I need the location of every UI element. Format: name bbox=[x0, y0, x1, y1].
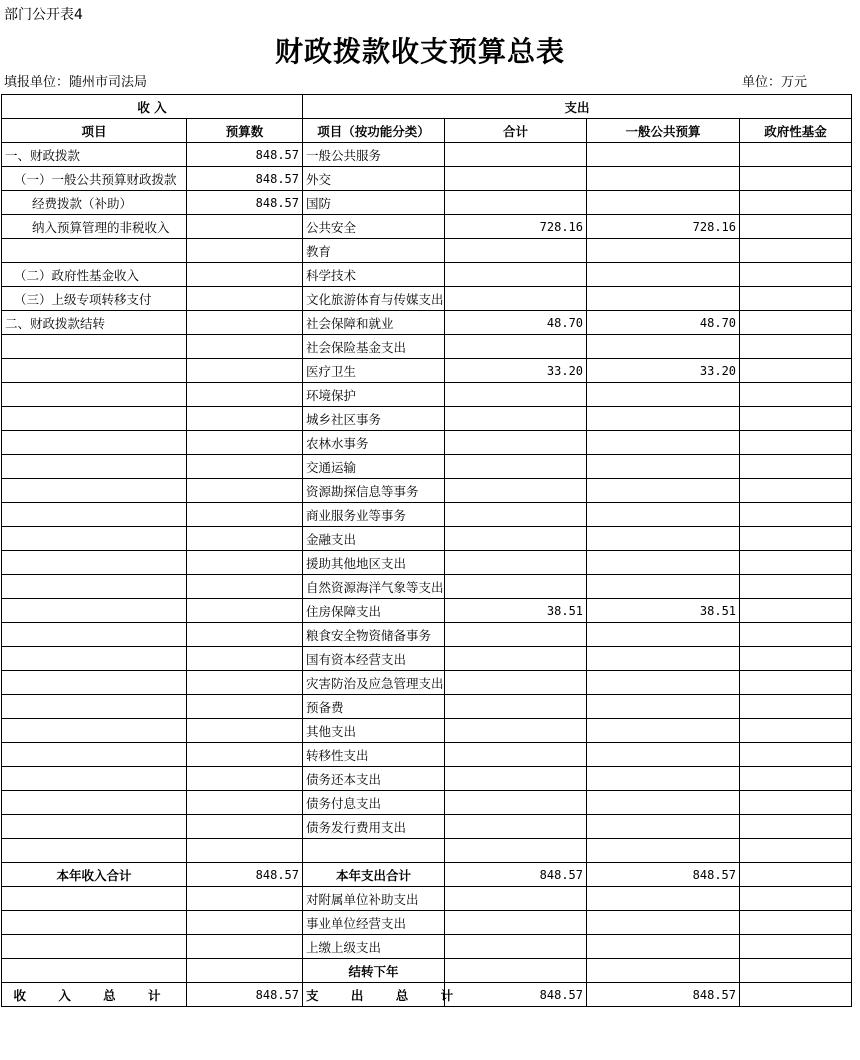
table-row bbox=[2, 407, 852, 431]
income-item-cell: 二、财政拨款结转 bbox=[2, 311, 187, 335]
expense-item-cell: 对附属单位补助支出 bbox=[303, 887, 445, 911]
expense-general-cell bbox=[587, 479, 740, 503]
income-item-cell bbox=[2, 767, 187, 791]
expense-general-cell bbox=[587, 167, 740, 191]
income-item-cell bbox=[2, 839, 187, 863]
expense-gov-fund-cell bbox=[740, 287, 852, 311]
expense-general-cell bbox=[587, 623, 740, 647]
table-row bbox=[2, 863, 852, 887]
expense-general-cell bbox=[587, 671, 740, 695]
expense-item-cell bbox=[303, 839, 445, 863]
income-item-cell bbox=[2, 479, 187, 503]
income-budget-cell bbox=[187, 887, 303, 911]
income-budget-cell bbox=[187, 839, 303, 863]
expense-item-cell: 债务发行费用支出 bbox=[303, 815, 445, 839]
expense-total-cell bbox=[445, 335, 587, 359]
expense-item-cell: 国防 bbox=[303, 191, 445, 215]
expense-general-cell bbox=[587, 695, 740, 719]
expense-total-cell: 848.57 bbox=[445, 983, 587, 1007]
income-item-cell bbox=[2, 623, 187, 647]
expense-item-cell: 商业服务业等事务 bbox=[303, 503, 445, 527]
expense-general-cell: 33.20 bbox=[587, 359, 740, 383]
table-code: 部门公开表4 bbox=[4, 7, 83, 23]
income-item-cell bbox=[2, 599, 187, 623]
expense-total-cell: 33.20 bbox=[445, 359, 587, 383]
income-item-cell: 一、财政拨款 bbox=[2, 143, 187, 167]
expense-total-cell bbox=[445, 143, 587, 167]
income-item-cell bbox=[2, 935, 187, 959]
expense-item-cell: 环境保护 bbox=[303, 383, 445, 407]
income-item-cell: （三）上级专项转移支付 bbox=[2, 287, 187, 311]
expense-gov-fund-cell bbox=[740, 887, 852, 911]
expense-total-cell bbox=[445, 167, 587, 191]
table-row bbox=[2, 527, 852, 551]
expense-total-cell bbox=[445, 767, 587, 791]
income-item-cell bbox=[2, 743, 187, 767]
income-budget-cell bbox=[187, 719, 303, 743]
col-general-header: 一般公共预算 bbox=[587, 119, 740, 143]
expense-general-cell bbox=[587, 431, 740, 455]
expense-item-cell: 转移性支出 bbox=[303, 743, 445, 767]
income-item-cell bbox=[2, 791, 187, 815]
expense-general-cell: 848.57 bbox=[587, 983, 740, 1007]
income-item-cell bbox=[2, 239, 187, 263]
expense-total-cell bbox=[445, 695, 587, 719]
income-item-cell: 纳入预算管理的非税收入 bbox=[2, 215, 187, 239]
col-item-header: 项目 bbox=[2, 119, 187, 143]
expense-gov-fund-cell bbox=[740, 671, 852, 695]
expense-general-cell bbox=[587, 575, 740, 599]
table-row bbox=[2, 167, 852, 191]
table-row bbox=[2, 215, 852, 239]
income-item-cell bbox=[2, 407, 187, 431]
expense-total-cell: 48.70 bbox=[445, 311, 587, 335]
income-budget-cell bbox=[187, 263, 303, 287]
expense-item-cell: 国有资本经营支出 bbox=[303, 647, 445, 671]
expense-gov-fund-cell bbox=[740, 239, 852, 263]
expense-general-cell bbox=[587, 815, 740, 839]
expense-gov-fund-cell bbox=[740, 935, 852, 959]
expense-total-cell: 728.16 bbox=[445, 215, 587, 239]
income-budget-cell bbox=[187, 791, 303, 815]
expense-total-cell bbox=[445, 887, 587, 911]
col-gov-fund-header: 政府性基金 bbox=[740, 119, 852, 143]
expense-gov-fund-cell bbox=[740, 815, 852, 839]
income-budget-cell: 848.57 bbox=[187, 983, 303, 1007]
income-item-cell: （一）一般公共预算财政拨款 bbox=[2, 167, 187, 191]
table-row bbox=[2, 191, 852, 215]
income-item-cell bbox=[2, 719, 187, 743]
income-budget-cell: 848.57 bbox=[187, 143, 303, 167]
expense-gov-fund-cell bbox=[740, 311, 852, 335]
table-row bbox=[2, 455, 852, 479]
income-budget-cell bbox=[187, 935, 303, 959]
table-row bbox=[2, 599, 852, 623]
income-budget-cell bbox=[187, 599, 303, 623]
expense-total-cell bbox=[445, 839, 587, 863]
expense-gov-fund-cell bbox=[740, 527, 852, 551]
expense-gov-fund-cell bbox=[740, 983, 852, 1007]
expense-general-cell bbox=[587, 647, 740, 671]
table-row bbox=[2, 983, 852, 1007]
expense-general-cell: 728.16 bbox=[587, 215, 740, 239]
expense-gov-fund-cell bbox=[740, 407, 852, 431]
income-budget-cell bbox=[187, 503, 303, 527]
income-budget-cell bbox=[187, 551, 303, 575]
expense-item-cell: 交通运输 bbox=[303, 455, 445, 479]
expense-total-cell bbox=[445, 527, 587, 551]
expense-total-cell bbox=[445, 959, 587, 983]
expense-gov-fund-cell bbox=[740, 359, 852, 383]
expense-gov-fund-cell bbox=[740, 335, 852, 359]
expense-item-cell: 金融支出 bbox=[303, 527, 445, 551]
income-item-cell: 本年收入合计 bbox=[2, 863, 187, 887]
income-item-cell bbox=[2, 527, 187, 551]
expense-gov-fund-cell bbox=[740, 695, 852, 719]
income-budget-cell bbox=[187, 767, 303, 791]
income-budget-cell bbox=[187, 215, 303, 239]
expense-item-cell: 上缴上级支出 bbox=[303, 935, 445, 959]
budget-table bbox=[1, 94, 852, 1007]
table-row bbox=[2, 887, 852, 911]
income-budget-cell bbox=[187, 815, 303, 839]
table-row bbox=[2, 551, 852, 575]
income-item-cell bbox=[2, 911, 187, 935]
expense-header: 支出 bbox=[303, 95, 852, 119]
income-item-cell bbox=[2, 431, 187, 455]
expense-general-cell bbox=[587, 143, 740, 167]
income-budget-cell bbox=[187, 431, 303, 455]
table-row bbox=[2, 239, 852, 263]
expense-general-cell bbox=[587, 383, 740, 407]
table-row bbox=[2, 503, 852, 527]
expense-gov-fund-cell bbox=[740, 791, 852, 815]
expense-gov-fund-cell bbox=[740, 839, 852, 863]
expense-item-cell: 其他支出 bbox=[303, 719, 445, 743]
table-row bbox=[2, 623, 852, 647]
income-item-cell bbox=[2, 959, 187, 983]
expense-total-cell bbox=[445, 383, 587, 407]
income-item-cell bbox=[2, 383, 187, 407]
expense-gov-fund-cell bbox=[740, 263, 852, 287]
expense-total-cell bbox=[445, 623, 587, 647]
expense-gov-fund-cell bbox=[740, 911, 852, 935]
expense-gov-fund-cell bbox=[740, 767, 852, 791]
expense-item-cell: 债务付息支出 bbox=[303, 791, 445, 815]
income-budget-cell bbox=[187, 479, 303, 503]
income-budget-cell bbox=[187, 671, 303, 695]
income-budget-cell bbox=[187, 239, 303, 263]
income-item-cell bbox=[2, 359, 187, 383]
expense-item-cell: 本年支出合计 bbox=[303, 863, 445, 887]
expense-gov-fund-cell bbox=[740, 719, 852, 743]
expense-general-cell bbox=[587, 911, 740, 935]
income-item-cell bbox=[2, 551, 187, 575]
expense-total-cell bbox=[445, 647, 587, 671]
expense-item-cell: 社会保险基金支出 bbox=[303, 335, 445, 359]
table-row bbox=[2, 695, 852, 719]
table-row bbox=[2, 287, 852, 311]
expense-total-cell bbox=[445, 815, 587, 839]
income-budget-cell bbox=[187, 455, 303, 479]
expense-total-cell bbox=[445, 407, 587, 431]
expense-item-cell: 自然资源海洋气象等支出 bbox=[303, 575, 445, 599]
income-item-cell bbox=[2, 815, 187, 839]
col-budget-header: 预算数 bbox=[187, 119, 303, 143]
income-budget-cell bbox=[187, 287, 303, 311]
expense-general-cell bbox=[587, 551, 740, 575]
expense-general-cell bbox=[587, 191, 740, 215]
expense-item-cell: 科学技术 bbox=[303, 263, 445, 287]
table-row bbox=[2, 335, 852, 359]
expense-general-cell: 48.70 bbox=[587, 311, 740, 335]
expense-total-cell bbox=[445, 575, 587, 599]
expense-item-cell: 公共安全 bbox=[303, 215, 445, 239]
income-item-cell: （二）政府性基金收入 bbox=[2, 263, 187, 287]
expense-general-cell bbox=[587, 887, 740, 911]
expense-total-cell bbox=[445, 287, 587, 311]
income-budget-cell bbox=[187, 311, 303, 335]
income-item-cell: 收 入 总 计 bbox=[2, 983, 187, 1007]
expense-general-cell bbox=[587, 239, 740, 263]
expense-general-cell bbox=[587, 263, 740, 287]
table-row bbox=[2, 815, 852, 839]
table-row bbox=[2, 671, 852, 695]
expense-general-cell bbox=[587, 743, 740, 767]
expense-general-cell bbox=[587, 791, 740, 815]
expense-gov-fund-cell bbox=[740, 623, 852, 647]
expense-gov-fund-cell bbox=[740, 431, 852, 455]
income-budget-cell bbox=[187, 527, 303, 551]
table-row bbox=[2, 263, 852, 287]
expense-total-cell bbox=[445, 551, 587, 575]
income-budget-cell: 848.57 bbox=[187, 191, 303, 215]
income-header: 收 入 bbox=[2, 95, 303, 119]
expense-general-cell bbox=[587, 503, 740, 527]
filler-unit: 填报单位：随州市司法局 bbox=[4, 75, 148, 90]
income-item-cell bbox=[2, 887, 187, 911]
table-row bbox=[2, 311, 852, 335]
expense-total-cell bbox=[445, 503, 587, 527]
expense-item-cell: 债务还本支出 bbox=[303, 767, 445, 791]
expense-general-cell bbox=[587, 407, 740, 431]
expense-gov-fund-cell bbox=[740, 167, 852, 191]
expense-total-cell bbox=[445, 743, 587, 767]
income-budget-cell bbox=[187, 407, 303, 431]
income-item-cell bbox=[2, 695, 187, 719]
expense-gov-fund-cell bbox=[740, 743, 852, 767]
expense-item-cell: 住房保障支出 bbox=[303, 599, 445, 623]
expense-gov-fund-cell bbox=[740, 383, 852, 407]
table-row bbox=[2, 383, 852, 407]
expense-total-cell bbox=[445, 911, 587, 935]
expense-gov-fund-cell bbox=[740, 647, 852, 671]
expense-item-cell: 预备费 bbox=[303, 695, 445, 719]
expense-general-cell bbox=[587, 335, 740, 359]
expense-general-cell: 848.57 bbox=[587, 863, 740, 887]
expense-gov-fund-cell bbox=[740, 191, 852, 215]
income-budget-cell bbox=[187, 743, 303, 767]
expense-total-cell bbox=[445, 935, 587, 959]
expense-gov-fund-cell bbox=[740, 455, 852, 479]
expense-total-cell: 848.57 bbox=[445, 863, 587, 887]
expense-general-cell bbox=[587, 959, 740, 983]
expense-item-cell: 一般公共服务 bbox=[303, 143, 445, 167]
expense-item-cell: 农林水事务 bbox=[303, 431, 445, 455]
table-row bbox=[2, 911, 852, 935]
expense-total-cell bbox=[445, 719, 587, 743]
income-budget-cell bbox=[187, 911, 303, 935]
income-budget-cell bbox=[187, 695, 303, 719]
expense-general-cell bbox=[587, 767, 740, 791]
expense-item-cell: 城乡社区事务 bbox=[303, 407, 445, 431]
income-budget-cell bbox=[187, 383, 303, 407]
table-row bbox=[2, 431, 852, 455]
table-row bbox=[2, 767, 852, 791]
col-func-item-header: 项目（按功能分类） bbox=[303, 119, 445, 143]
expense-total-cell bbox=[445, 791, 587, 815]
table-row bbox=[2, 791, 852, 815]
expense-gov-fund-cell bbox=[740, 959, 852, 983]
expense-total-cell bbox=[445, 191, 587, 215]
expense-general-cell bbox=[587, 455, 740, 479]
income-budget-cell bbox=[187, 623, 303, 647]
income-item-cell bbox=[2, 647, 187, 671]
income-item-cell bbox=[2, 503, 187, 527]
expense-total-cell bbox=[445, 263, 587, 287]
expense-gov-fund-cell bbox=[740, 551, 852, 575]
income-budget-cell: 848.57 bbox=[187, 167, 303, 191]
page-title: 财政拨款收支预算总表 bbox=[274, 35, 565, 68]
income-item-cell: 经费拨款（补助） bbox=[2, 191, 187, 215]
expense-item-cell: 医疗卫生 bbox=[303, 359, 445, 383]
expense-gov-fund-cell bbox=[740, 575, 852, 599]
expense-total-cell bbox=[445, 455, 587, 479]
expense-total-cell bbox=[445, 431, 587, 455]
income-budget-cell bbox=[187, 647, 303, 671]
expense-general-cell bbox=[587, 839, 740, 863]
expense-item-cell: 粮食安全物资储备事务 bbox=[303, 623, 445, 647]
expense-general-cell bbox=[587, 719, 740, 743]
income-item-cell bbox=[2, 671, 187, 695]
table-row bbox=[2, 479, 852, 503]
expense-gov-fund-cell bbox=[740, 863, 852, 887]
income-item-cell bbox=[2, 455, 187, 479]
income-budget-cell bbox=[187, 575, 303, 599]
income-item-cell bbox=[2, 575, 187, 599]
header-row-2 bbox=[2, 119, 852, 143]
expense-item-cell: 事业单位经营支出 bbox=[303, 911, 445, 935]
income-item-cell bbox=[2, 335, 187, 359]
expense-item-cell: 援助其他地区支出 bbox=[303, 551, 445, 575]
income-budget-cell: 848.57 bbox=[187, 863, 303, 887]
expense-total-cell bbox=[445, 239, 587, 263]
income-budget-cell bbox=[187, 335, 303, 359]
table-row bbox=[2, 575, 852, 599]
income-budget-cell bbox=[187, 959, 303, 983]
income-budget-cell bbox=[187, 359, 303, 383]
expense-general-cell: 38.51 bbox=[587, 599, 740, 623]
expense-item-cell: 外交 bbox=[303, 167, 445, 191]
expense-general-cell bbox=[587, 527, 740, 551]
expense-gov-fund-cell bbox=[740, 143, 852, 167]
col-total-header: 合计 bbox=[445, 119, 587, 143]
table-row bbox=[2, 647, 852, 671]
table-row bbox=[2, 719, 852, 743]
expense-gov-fund-cell bbox=[740, 215, 852, 239]
expense-item-cell: 结转下年 bbox=[303, 959, 445, 983]
table-row bbox=[2, 959, 852, 983]
expense-item-cell: 支 出 总 计 bbox=[303, 983, 445, 1007]
table-row bbox=[2, 743, 852, 767]
expense-gov-fund-cell bbox=[740, 479, 852, 503]
expense-general-cell bbox=[587, 935, 740, 959]
expense-total-cell bbox=[445, 671, 587, 695]
expense-gov-fund-cell bbox=[740, 599, 852, 623]
header-row-1 bbox=[2, 95, 852, 119]
table-row bbox=[2, 359, 852, 383]
expense-item-cell: 教育 bbox=[303, 239, 445, 263]
expense-gov-fund-cell bbox=[740, 503, 852, 527]
currency-unit: 单位：万元 bbox=[742, 75, 808, 90]
expense-total-cell bbox=[445, 479, 587, 503]
table-row bbox=[2, 143, 852, 167]
table-row bbox=[2, 839, 852, 863]
expense-item-cell: 资源勘探信息等事务 bbox=[303, 479, 445, 503]
expense-general-cell bbox=[587, 287, 740, 311]
table-row bbox=[2, 935, 852, 959]
expense-item-cell: 文化旅游体育与传媒支出 bbox=[303, 287, 445, 311]
expense-item-cell: 灾害防治及应急管理支出 bbox=[303, 671, 445, 695]
expense-total-cell: 38.51 bbox=[445, 599, 587, 623]
expense-item-cell: 社会保障和就业 bbox=[303, 311, 445, 335]
